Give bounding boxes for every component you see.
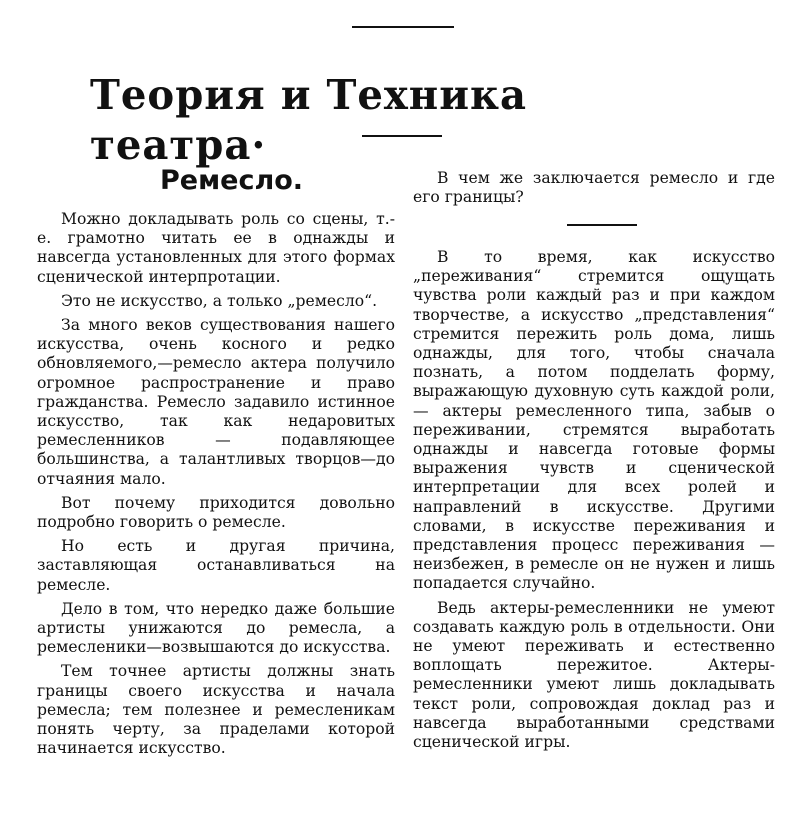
column-divider [567, 224, 637, 226]
header-divider [362, 135, 442, 137]
paragraph: Но есть и другая причина, заставляющая останавливаться на ремесле. [37, 537, 395, 594]
paragraph: За много веков существования нашего искусства, очень косного и редко обновляемого,—ремесло актера получило огромное распространение и право гражданства. Ремесло задавило истинное искусство, так как недаровитых ремесленников — подавляющее большинства, а талантливых творцов—до отчаяния мало. [37, 316, 395, 488]
paragraph: Это не искусство, а только „ремесло“. [61, 291, 378, 310]
right-column [413, 248, 775, 757]
right-column-intro [413, 169, 775, 212]
paragraph: В то время, как искусство „переживания“ стремится ощущать чувства роли каждый раз и при каждом творчестве, а искусство „представления“ стремится пережить роль дома, лишь однажды, для того, чтобы сначала познать, а потом подделать форму, выражающую духовную суть каждой роли,— актеры ремесленного типа, забыв о переживании, стремятся выработать однажды и навсегда готовые формы выражения чувств и сценической интерпретации для всех ролей и направлений в искусстве. Другими словами, в искусстве переживания и представления процесс переживания — неизбежен, в ремесле он не нужен и лишь попадается случайно. [413, 248, 775, 593]
paragraph: Тем точнее артисты должны знать границы своего искусства и начала ремесла; тем полезнее и ремесленикам понять черту, за праделами которой начинается искусство. [37, 662, 395, 758]
left-column [37, 210, 395, 763]
article-title: Ремесло. [160, 165, 304, 196]
paragraph: В чем же заключается ремесло и где его границы? [413, 169, 775, 207]
paragraph: Ведь актеры-ремесленники не умеют создавать каждую роль в отдельности. Они не умеют переживать и естественно воплощать пережитое. Актеры-ремесленники умеют лишь докладывать текст роли, сопровождая доклад раз и навсегда выработанными средствами сценической игры. [413, 598, 775, 752]
top-rule [352, 26, 454, 28]
paragraph: Вот почему приходится довольно подробно говорить о ремесле. [37, 493, 395, 532]
page-header-title: Теория и Техника театра· [90, 71, 527, 169]
paragraph: Можно докладывать роль со сцены, т.-е. грамотно читать ее в однажды и навсегда установленных для этого формах сценической интерпротации. [37, 210, 395, 286]
paragraph: Дело в том, что нередко даже большие артисты унижаются до ремесла, а ремесленики—возвышаются до искусства. [37, 599, 395, 657]
